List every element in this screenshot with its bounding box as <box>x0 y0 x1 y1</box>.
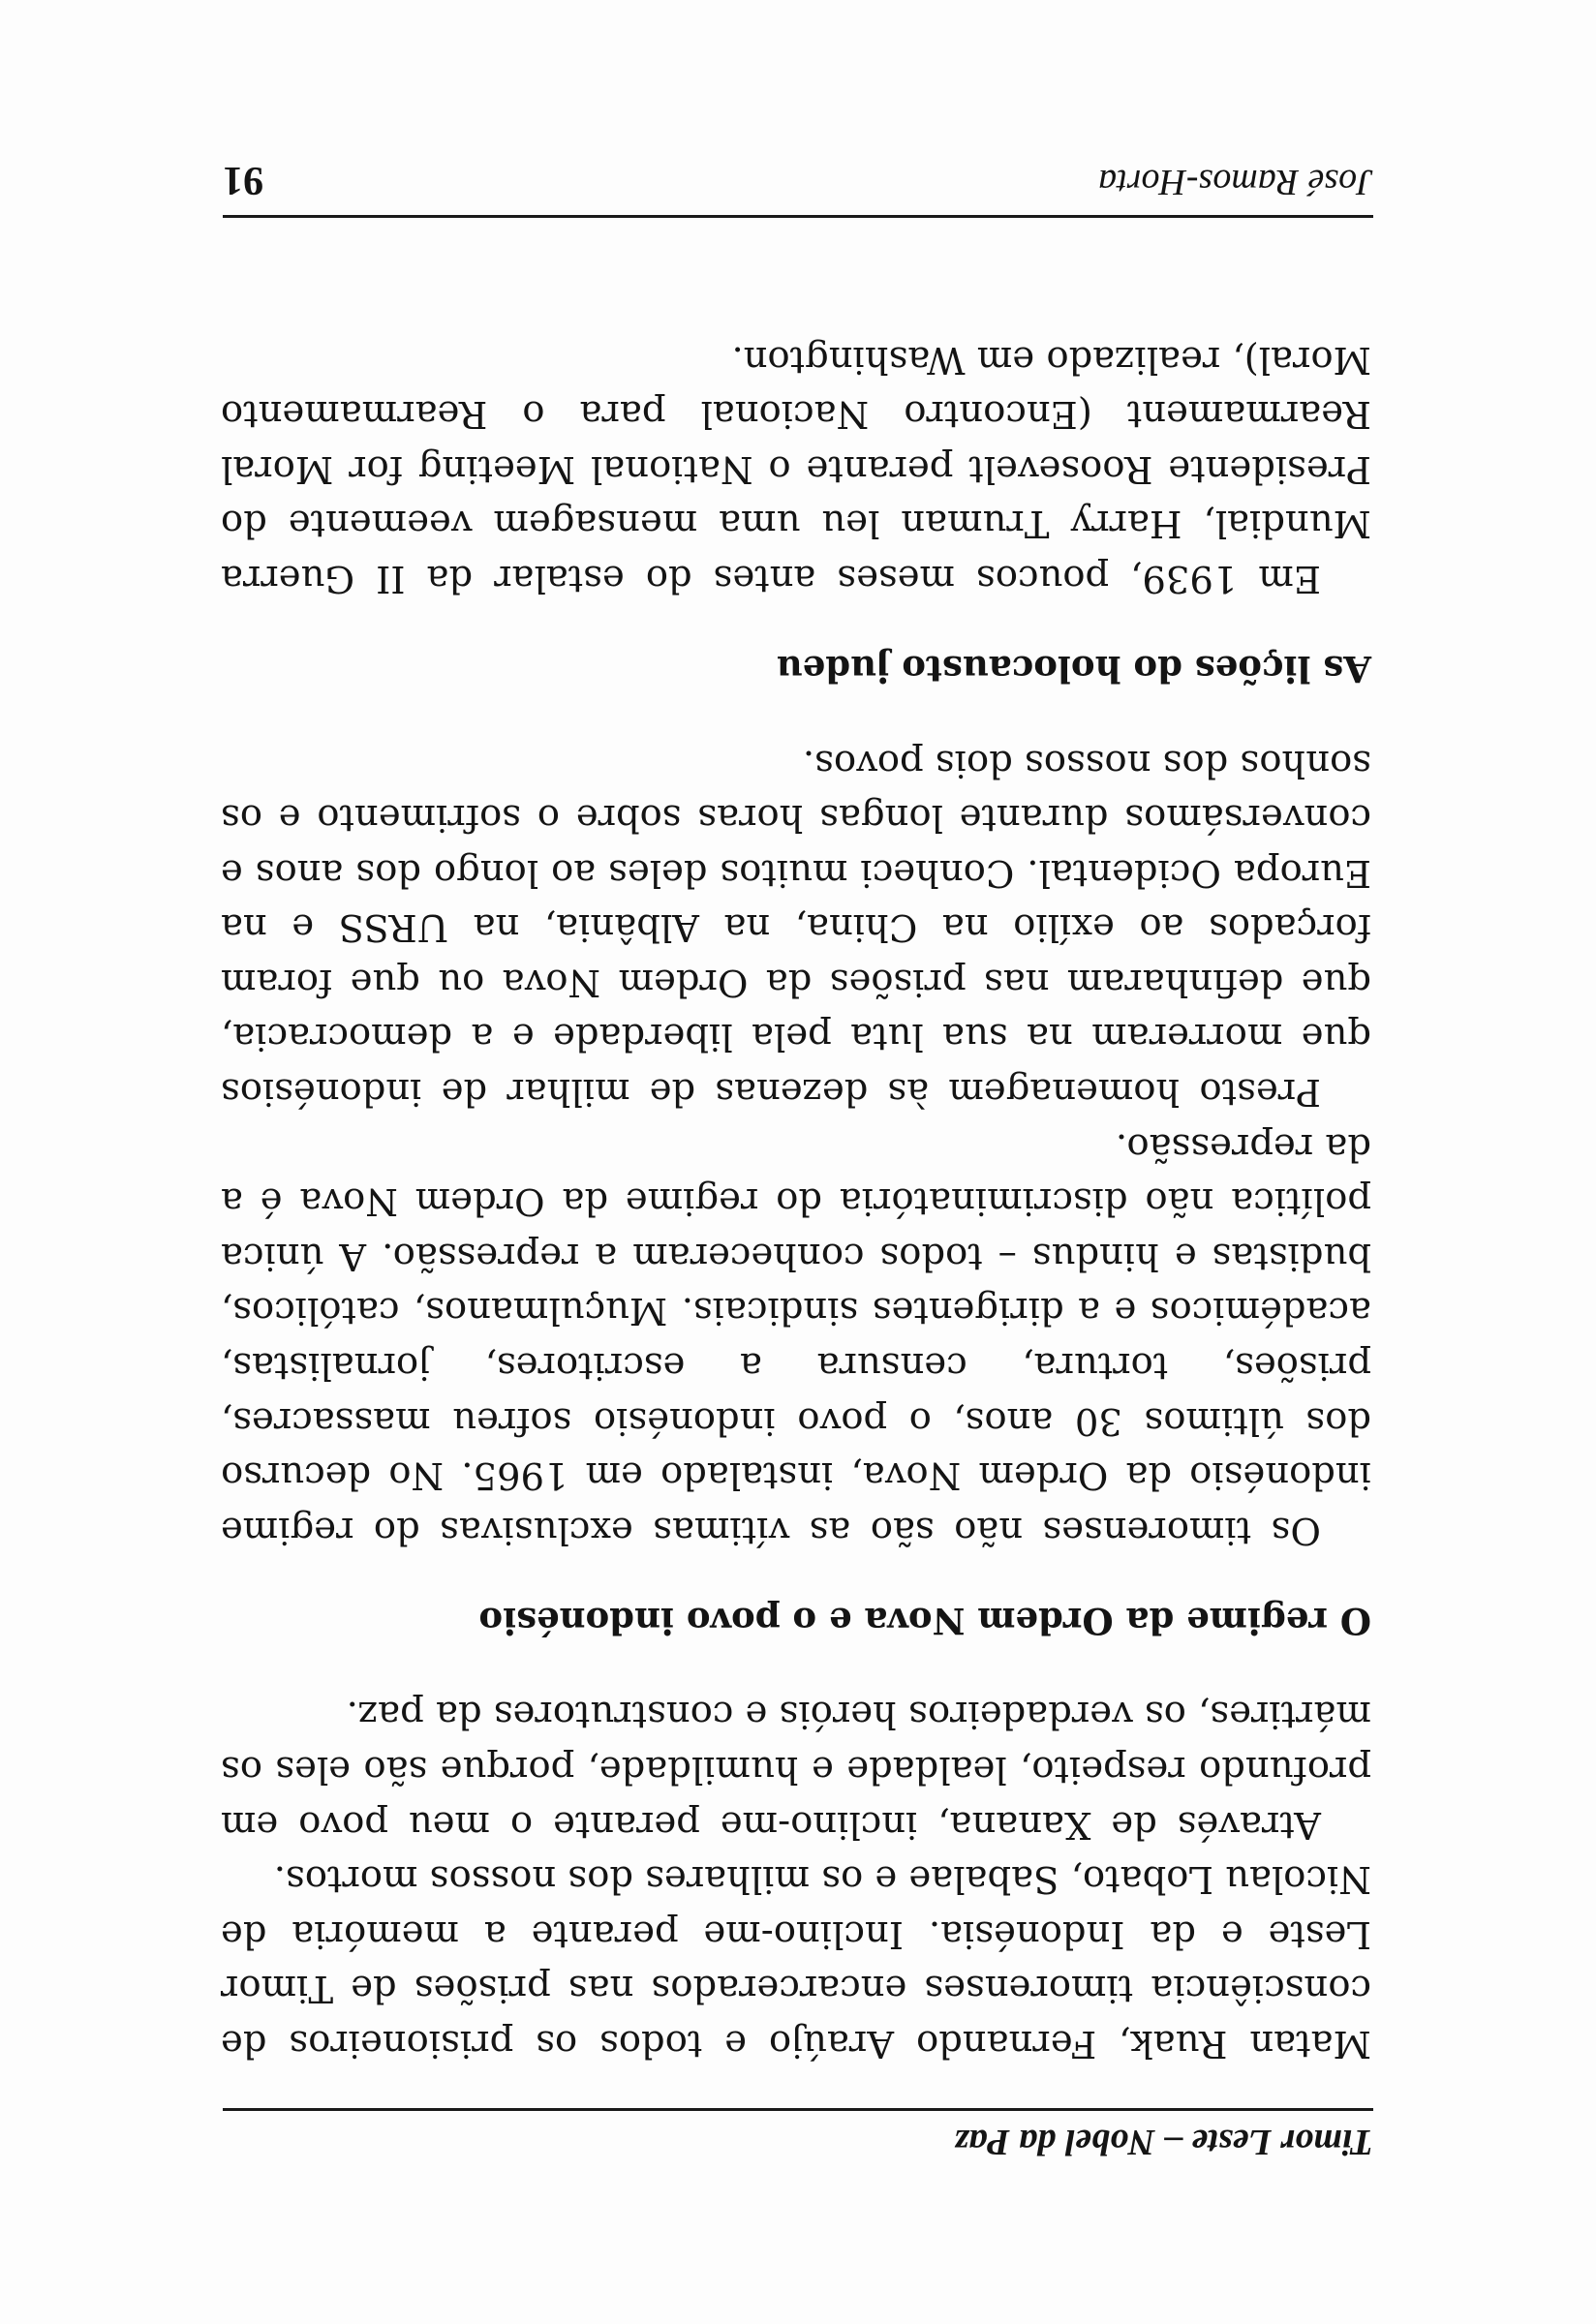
running-footer <box>223 145 1373 203</box>
page-number: 91 <box>223 158 263 202</box>
header-rule <box>223 2108 1373 2111</box>
paragraph: Matan Ruak, Fernando Araújo e todos os prisioneiros de consciência timorenses encarcerados nas prisões de Timor Leste e da Indonésia. Inclino-me perante a memória de Nicolau Lobato, Sabalae e os milhares dos nossos mortos. <box>221 1857 1371 2065</box>
section-heading: O regime da Ordem Nova e o povo indonésio <box>478 1599 1371 1642</box>
running-title: Timor Leste – Nobel da Paz <box>954 2122 1373 2162</box>
paragraph: Em 1939, poucos meses antes do estalar da II Guerra Mundial, Harry Truman leu uma mensagem veemente do Presidente Roosevelt perante o National Meeting for Moral Rearmament (Encontro Nacional para o Rearmamento Moral), realizado em Washington. <box>221 337 1371 600</box>
footer-author: José Ramos-Horta <box>1098 162 1373 202</box>
paragraph: Presto homenagem às dezenas de milhar de indonésios que morreram na sua luta pela liberdade e a democracia, que definharam nas prisões da Ordem Nova ou que foram forçados ao exílio na China, na Albânia, na URSS e na Europa Ocidental. Conheci muitos deles ao longo dos anos e conversámos durante longas horas sobre o sofrimento e os sonhos dos nossos dois povos. <box>221 741 1371 1115</box>
paragraph: Os timorenses não são as vítimas exclusivas do regime indonésio da Ordem Nova, instalado em 1965. No decurso dos últimos 30 anos, o povo indonésio sofreu massacres, prisões, tortura, censura a escritores, jornalistas, académicos e a dirigentes sindicais. Muçulmanos, católicos, budistas e hindus – todos conheceram a repressão. A única política não discriminatória do regime da Ordem Nova é a da repressão. <box>221 1124 1371 1552</box>
running-header <box>223 2121 1373 2179</box>
section-heading: As lições do holocausto judeu <box>776 647 1371 690</box>
paragraph: Através de Xanana, inclino-me perante o meu povo em profundo respeito, lealdade e humildade, porque são eles os mártires, os verdadeiros heróis e construtores da paz. <box>221 1693 1371 1847</box>
footer-rule <box>223 215 1373 218</box>
page-body <box>221 331 1371 2070</box>
